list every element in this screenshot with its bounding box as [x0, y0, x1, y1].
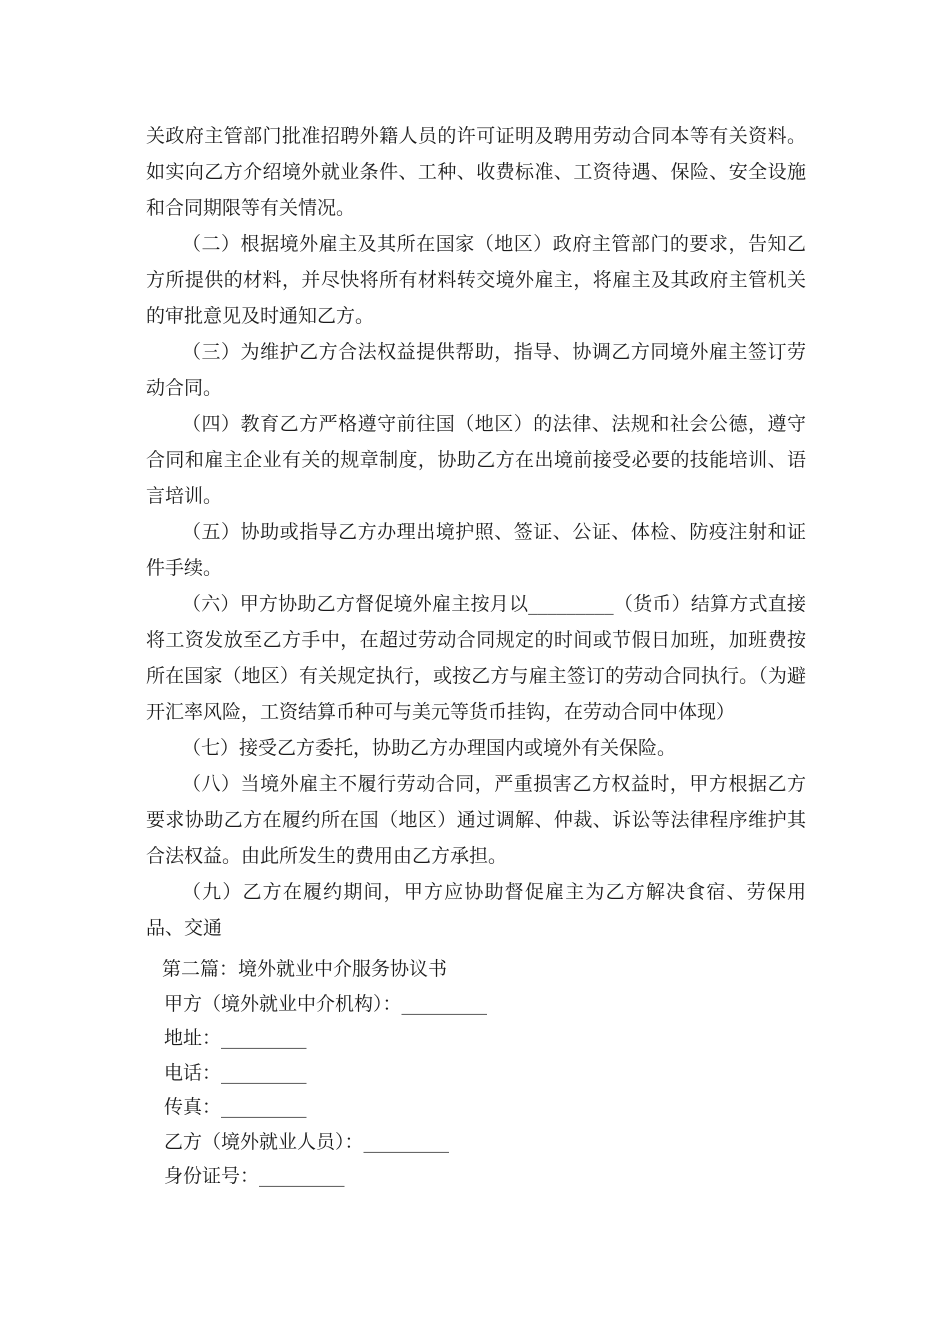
party-b-field: 乙方（境外就业人员）：_________ [164, 1130, 450, 1153]
id-number-field: 身份证号：_________ [164, 1165, 345, 1187]
paragraph: （五）协助或指导乙方办理出境护照、签证、公证、体检、防疫注射和证件手续。 [146, 521, 806, 579]
fax-field: 传真：_________ [164, 1096, 307, 1118]
paragraph: （三）为维护乙方合法权益提供帮助，指导、协调乙方同境外雇主签订劳动合同。 [146, 341, 806, 399]
phone-field: 电话：_________ [164, 1061, 307, 1084]
party-a-field: 甲方（境外就业中介机构）：_________ [164, 992, 488, 1015]
paragraph: 关政府主管部门批准招聘外籍人员的许可证明及聘用劳动合同本等有关资料。如实向乙方介绍境外就业条件、工种、收费标准、工资待遇、保险、安全设施和合同期限等有关情况。 [146, 125, 806, 219]
paragraph: （九）乙方在履约期间，甲方应协助督促雇主为乙方解决食宿、劳保用品、交通 [146, 881, 806, 939]
section-heading: 第二篇：境外就业中介服务协议书 [162, 958, 448, 980]
paragraph: （八）当境外雇主不履行劳动合同，严重损害乙方权益时，甲方根据乙方要求协助乙方在履约所在国（地区）通过调解、仲裁、诉讼等法律程序维护其合法权益。由此所发生的费用由乙方承担。 [146, 773, 806, 867]
agreement-header-fields [146, 952, 806, 1194]
address-field: 地址：_________ [164, 1027, 307, 1049]
contract-body [146, 118, 806, 946]
paragraph: （四）教育乙方严格遵守前往国（地区）的法律、法规和社会公德，遵守合同和雇主企业有关的规章制度，协助乙方在出境前接受必要的技能培训、语言培训。 [146, 413, 806, 507]
paragraph: （七）接受乙方委托，协助乙方办理国内或境外有关保险。 [182, 737, 677, 759]
paragraph: （六）甲方协助乙方督促境外雇主按月以_________（货币）结算方式直接将工资发放至乙方手中，在超过劳动合同规定的时间或节假日加班，加班费按所在国家（地区）有关规定执行，或按乙方与雇主签订的劳动合同执行。（为避开汇率风险，工资结算币种可与美元等货币挂钩，在劳动合同中体现） [146, 593, 806, 723]
paragraph: （二）根据境外雇主及其所在国家（地区）政府主管部门的要求，告知乙方所提供的材料，并尽快将所有材料转交境外雇主，将雇主及其政府主管机关的审批意见及时通知乙方。 [146, 233, 806, 327]
